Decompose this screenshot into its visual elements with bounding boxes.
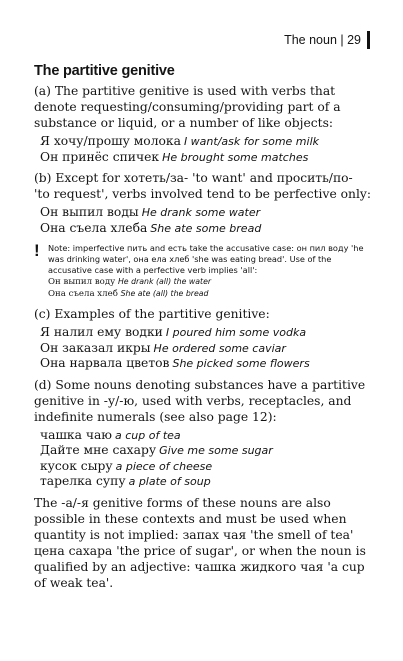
- running-header: [284, 31, 370, 49]
- note-example-russian: Он выпил воду: [48, 277, 116, 287]
- example-english: a plate of soup: [128, 475, 211, 488]
- example-line: [40, 150, 372, 166]
- note-example-english: She ate (all) the bread: [120, 289, 209, 298]
- example-english: Give me some sugar: [159, 444, 273, 457]
- example-english: She picked some flowers: [172, 357, 310, 370]
- example-english: a piece of cheese: [115, 459, 213, 473]
- paragraph-e: The -а/-я genitive forms of these nouns are also possible in these contexts and must be used when quantity is not implied: запах чая 'the smell of tea' цена сахара 'the price of sugar', or when the noun is qualified by an adjective: чашка жидкого чая 'a cup of weak tea'.: [34, 495, 366, 590]
- example-line: [40, 474, 372, 490]
- paragraph-d: (d) Some nouns denoting substances have a partitive genitive in -у/-ю, used with verbs, receptacles, and indefinite numerals (see also page 12):: [34, 377, 366, 424]
- header-text: The noun | 29: [284, 33, 361, 47]
- header-bar: [367, 31, 370, 49]
- example-line: [40, 341, 372, 357]
- paragraph-b: (b) Except for хотеть/за- 'to want' and просить/по- 'to request', verbs involved tend to be perfective only:: [34, 171, 371, 201]
- example-english: I want/ask for some milk: [183, 135, 320, 148]
- example-line: [40, 134, 372, 150]
- example-russian: Дайте мне сахару: [40, 443, 157, 457]
- example-line: [40, 356, 372, 372]
- note-box: [34, 243, 372, 300]
- section-title: The partitive genitive: [34, 63, 175, 79]
- example-russian: Я налил ему водки: [40, 325, 163, 339]
- example-english: I poured him some vodka: [165, 326, 307, 339]
- paragraph-c: (c) Examples of the partitive genitive:: [34, 307, 270, 321]
- example-line: [40, 221, 372, 237]
- paragraph-a: (a) The partitive genitive is used with verbs that denote requesting/consuming/providing part of a substance or liquid, or a number of like objects:: [34, 84, 341, 130]
- page-content: [34, 63, 372, 591]
- example-russian: Он принёс спичек: [40, 149, 160, 164]
- example-russian: чашка чаю: [40, 427, 112, 442]
- example-russian: Она нарвала цветов: [40, 356, 170, 370]
- example-line: [40, 205, 372, 221]
- note-text: Note: imperfective пить and есть take the accusative case: он пил воду 'he was drinking water', она ела хлеб 'she was eating bread'. Use of the accusative case with a perfective verb implies 'all':: [48, 243, 364, 275]
- example-english: She ate some bread: [150, 221, 262, 235]
- example-line: [40, 443, 372, 459]
- example-russian: Он выпил воды: [40, 205, 139, 219]
- example-english: He ordered some caviar: [153, 341, 286, 355]
- note-example-russian: Она съела хлеб: [48, 289, 118, 299]
- note-example-english: He drank (all) the water: [117, 277, 212, 286]
- example-english: a cup of tea: [115, 428, 181, 442]
- example-russian: тарелка супу: [40, 474, 126, 488]
- example-line: [40, 428, 372, 444]
- example-russian: кусок сыру: [40, 458, 113, 473]
- example-russian: Я хочу/прошу молока: [40, 134, 181, 148]
- example-line: [40, 325, 372, 341]
- example-russian: Он заказал икры: [40, 340, 151, 355]
- example-english: He drank some water: [141, 206, 261, 219]
- example-english: He brought some matches: [162, 150, 309, 164]
- note-example: [48, 276, 372, 288]
- example-line: [40, 459, 372, 475]
- note-example: [48, 288, 372, 300]
- warning-icon: !: [34, 241, 40, 260]
- example-russian: Она съела хлеба: [40, 220, 148, 235]
